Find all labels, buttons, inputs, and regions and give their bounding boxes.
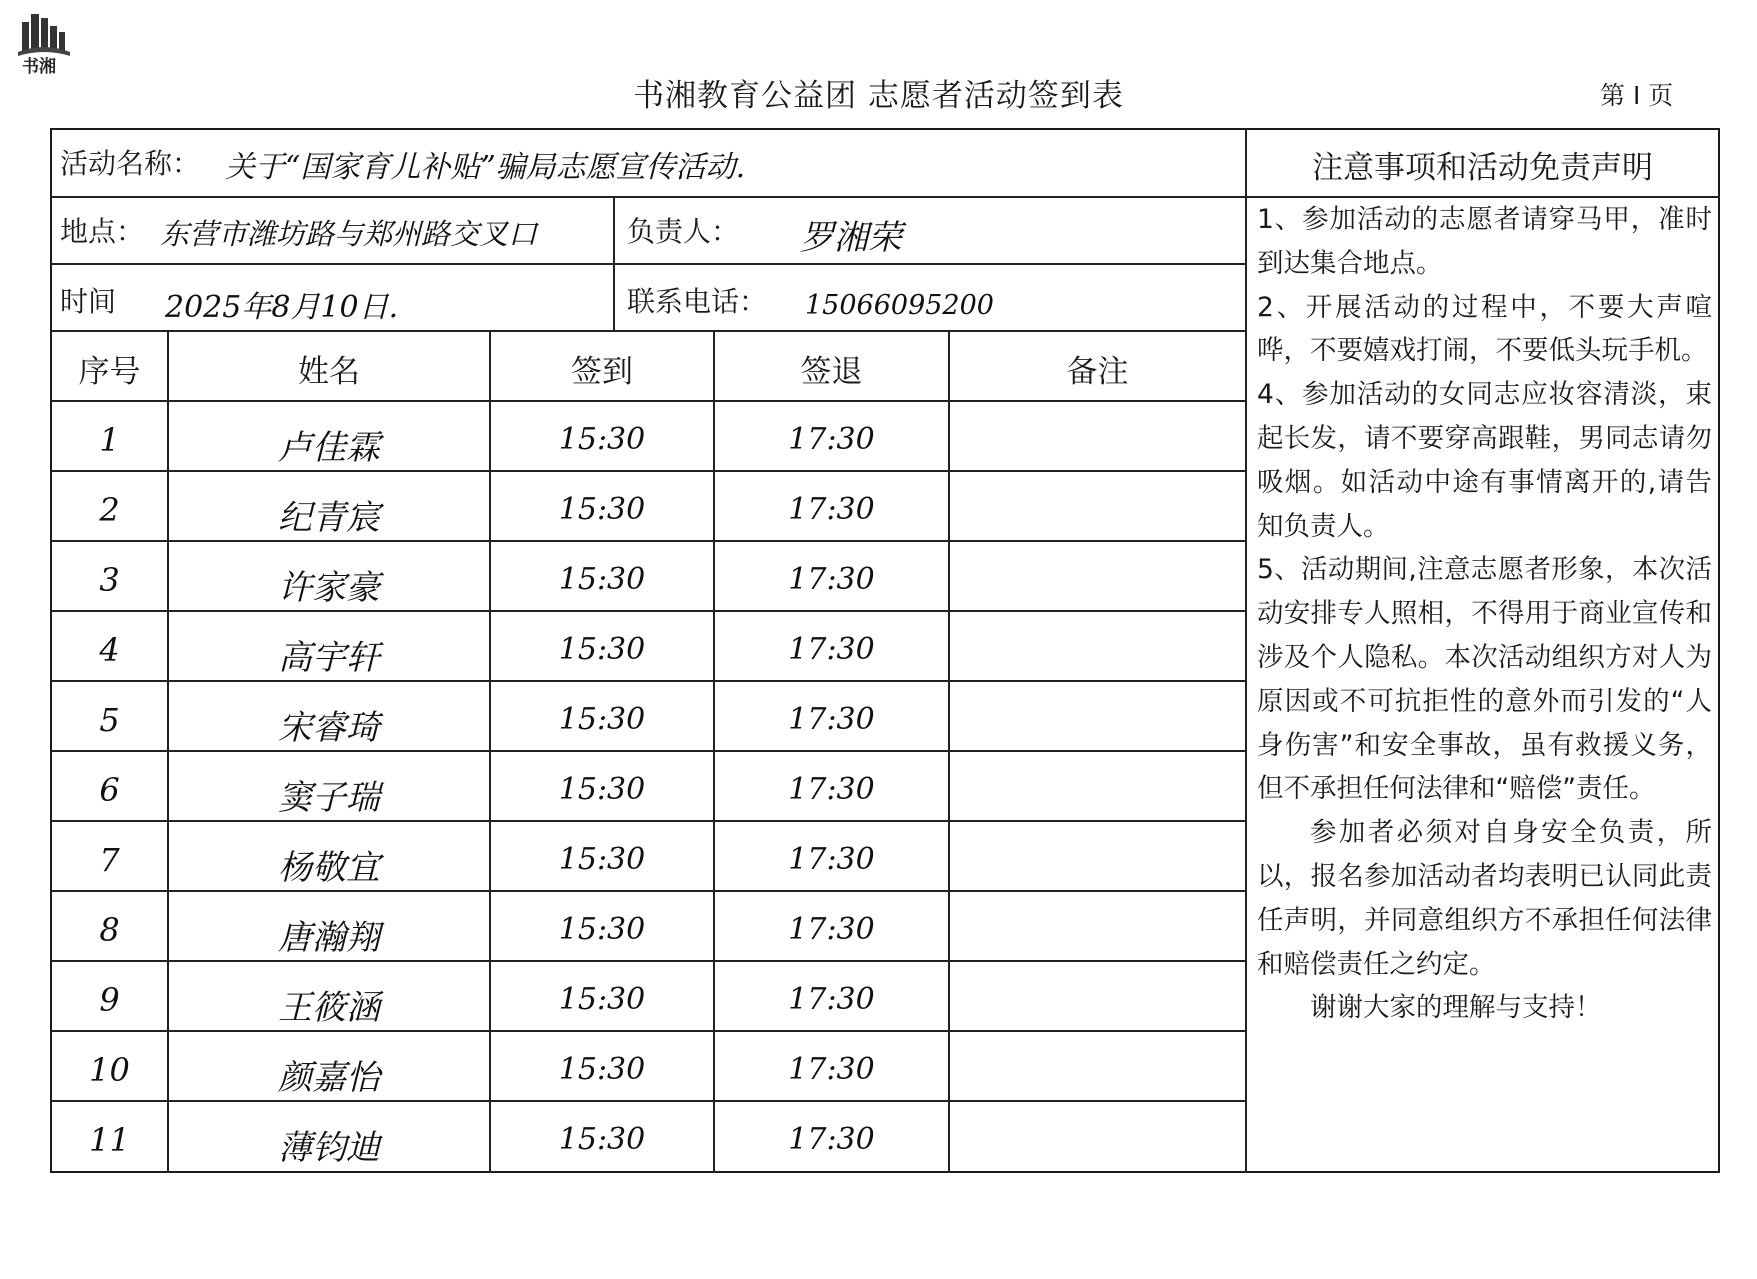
row-number: 5 (99, 701, 120, 739)
row-divider (50, 400, 1247, 402)
row-divider (50, 610, 1247, 612)
row-sign-in: 15:30 (558, 492, 646, 528)
row-name: 颜嘉怡 (278, 1057, 380, 1098)
page-title: 书湘教育公益团 志愿者活动签到表 (633, 78, 1124, 114)
column-header-remarks: 备注 (1066, 354, 1129, 390)
info-divider (613, 196, 615, 330)
row-sign-out: 17:30 (788, 492, 875, 528)
row-name: 高宇轩 (278, 637, 380, 678)
phone-value: 15066095200 (805, 290, 994, 321)
row-number: 10 (89, 1051, 130, 1089)
row-divider (50, 1100, 1247, 1102)
notice-paragraph: 参加者必须对自身安全负责，所以，报名参加活动者均表明已认同此责任声明，并同意组织方不承担任何法律和赔偿责任之约定。 (1257, 817, 1712, 980)
row-divider (50, 470, 1247, 472)
row-name: 卢佳霖 (278, 427, 380, 468)
notice-item: 4、参加活动的女同志应妆容清淡，束起长发，请不要穿高跟鞋，男同志请勿吸烟。如活动中途有事情离开的,请告知负责人。 (1257, 379, 1712, 542)
row-sign-out: 17:30 (788, 632, 875, 668)
row-sign-out: 17:30 (788, 982, 875, 1018)
notice-title: 注意事项和活动免责声明 (1312, 150, 1653, 186)
notice-item: 1、参加活动的志愿者请穿马甲，准时到达集合地点。 (1257, 204, 1712, 279)
row-sign-in: 15:30 (558, 772, 646, 808)
page-number: 第 I 页 (1600, 81, 1674, 110)
row-divider (50, 263, 1247, 265)
phone-label: 联系电话： (627, 285, 768, 318)
row-number: 9 (99, 981, 120, 1019)
row-sign-in: 15:30 (558, 632, 646, 668)
row-divider (50, 196, 1247, 198)
row-sign-out: 17:30 (788, 772, 875, 808)
row-number: 11 (89, 1121, 130, 1159)
row-number: 6 (99, 771, 120, 809)
row-sign-in: 15:30 (558, 1052, 646, 1088)
activity-name-label: 活动名称： (60, 147, 201, 180)
row-divider (50, 540, 1247, 542)
row-name: 纪青宸 (278, 497, 380, 538)
row-number: 3 (99, 561, 120, 599)
row-name: 唐瀚翔 (278, 917, 380, 958)
row-divider (50, 820, 1247, 822)
row-sign-out: 17:30 (788, 842, 875, 878)
row-divider (50, 750, 1247, 752)
notice-body (1257, 198, 1712, 1030)
row-divider (50, 1030, 1247, 1032)
row-number: 2 (99, 491, 120, 529)
activity-name-value: 关于“国家育儿补贴”骗局志愿宣传活动. (225, 150, 746, 185)
row-divider (50, 330, 1247, 332)
leader-value: 罗湘荣 (800, 218, 902, 258)
row-sign-in: 15:30 (558, 912, 646, 948)
row-sign-in: 15:30 (558, 1122, 646, 1158)
row-sign-in: 15:30 (558, 562, 646, 598)
row-sign-in: 15:30 (558, 702, 646, 738)
row-number: 1 (99, 421, 120, 459)
row-sign-out: 17:30 (788, 702, 875, 738)
row-sign-out: 17:30 (788, 422, 875, 458)
location-value: 东营市潍坊路与郑州路交叉口 (160, 217, 538, 251)
row-sign-out: 17:30 (788, 1052, 875, 1088)
leader-label: 负责人： (627, 215, 740, 248)
notice-divider (1245, 128, 1247, 1173)
row-number: 7 (99, 841, 120, 879)
row-sign-in: 15:30 (558, 842, 646, 878)
row-sign-in: 15:30 (558, 982, 646, 1018)
row-sign-out: 17:30 (788, 912, 875, 948)
time-label: 时间 (60, 285, 117, 318)
row-number: 8 (99, 911, 120, 949)
column-divider (948, 330, 950, 1173)
row-name: 窦子瑞 (278, 777, 380, 818)
row-name: 许家豪 (278, 567, 380, 608)
row-sign-out: 17:30 (788, 1122, 875, 1158)
row-name: 王筱涵 (278, 987, 380, 1028)
column-header-sign-out: 签退 (800, 354, 863, 390)
row-divider (50, 890, 1247, 892)
column-header-number: 序号 (78, 354, 141, 390)
row-sign-out: 17:30 (788, 562, 875, 598)
row-name: 宋睿琦 (278, 707, 380, 748)
row-name: 杨敬宜 (278, 847, 380, 888)
logo-text: 书湘 (22, 57, 56, 77)
notice-item: 2、开展活动的过程中，不要大声喧哗，不要嬉戏打闹，不要低头玩手机。 (1257, 291, 1712, 367)
row-name: 薄钧迪 (278, 1127, 380, 1168)
column-header-sign-in: 签到 (571, 354, 633, 390)
row-divider (50, 960, 1247, 962)
column-header-name: 姓名 (298, 354, 360, 390)
row-number: 4 (99, 631, 120, 669)
row-divider (50, 680, 1247, 682)
row-sign-in: 15:30 (558, 422, 646, 458)
location-label: 地点： (60, 215, 145, 248)
notice-item: 5、活动期间,注意志愿者形象，本次活动安排专人照相，不得用于商业宣传和涉及个人隐私。本次活动组织方对人为原因或不可抗拒性的意外而引发的“人身伤害”和安全事故，虽有救援义务，但不承担任何法律和“赔偿”责任。 (1257, 554, 1712, 805)
notice-thanks: 谢谢大家的理解与支持！ (1310, 992, 1602, 1024)
time-value: 2025年8月10日. (165, 290, 399, 325)
